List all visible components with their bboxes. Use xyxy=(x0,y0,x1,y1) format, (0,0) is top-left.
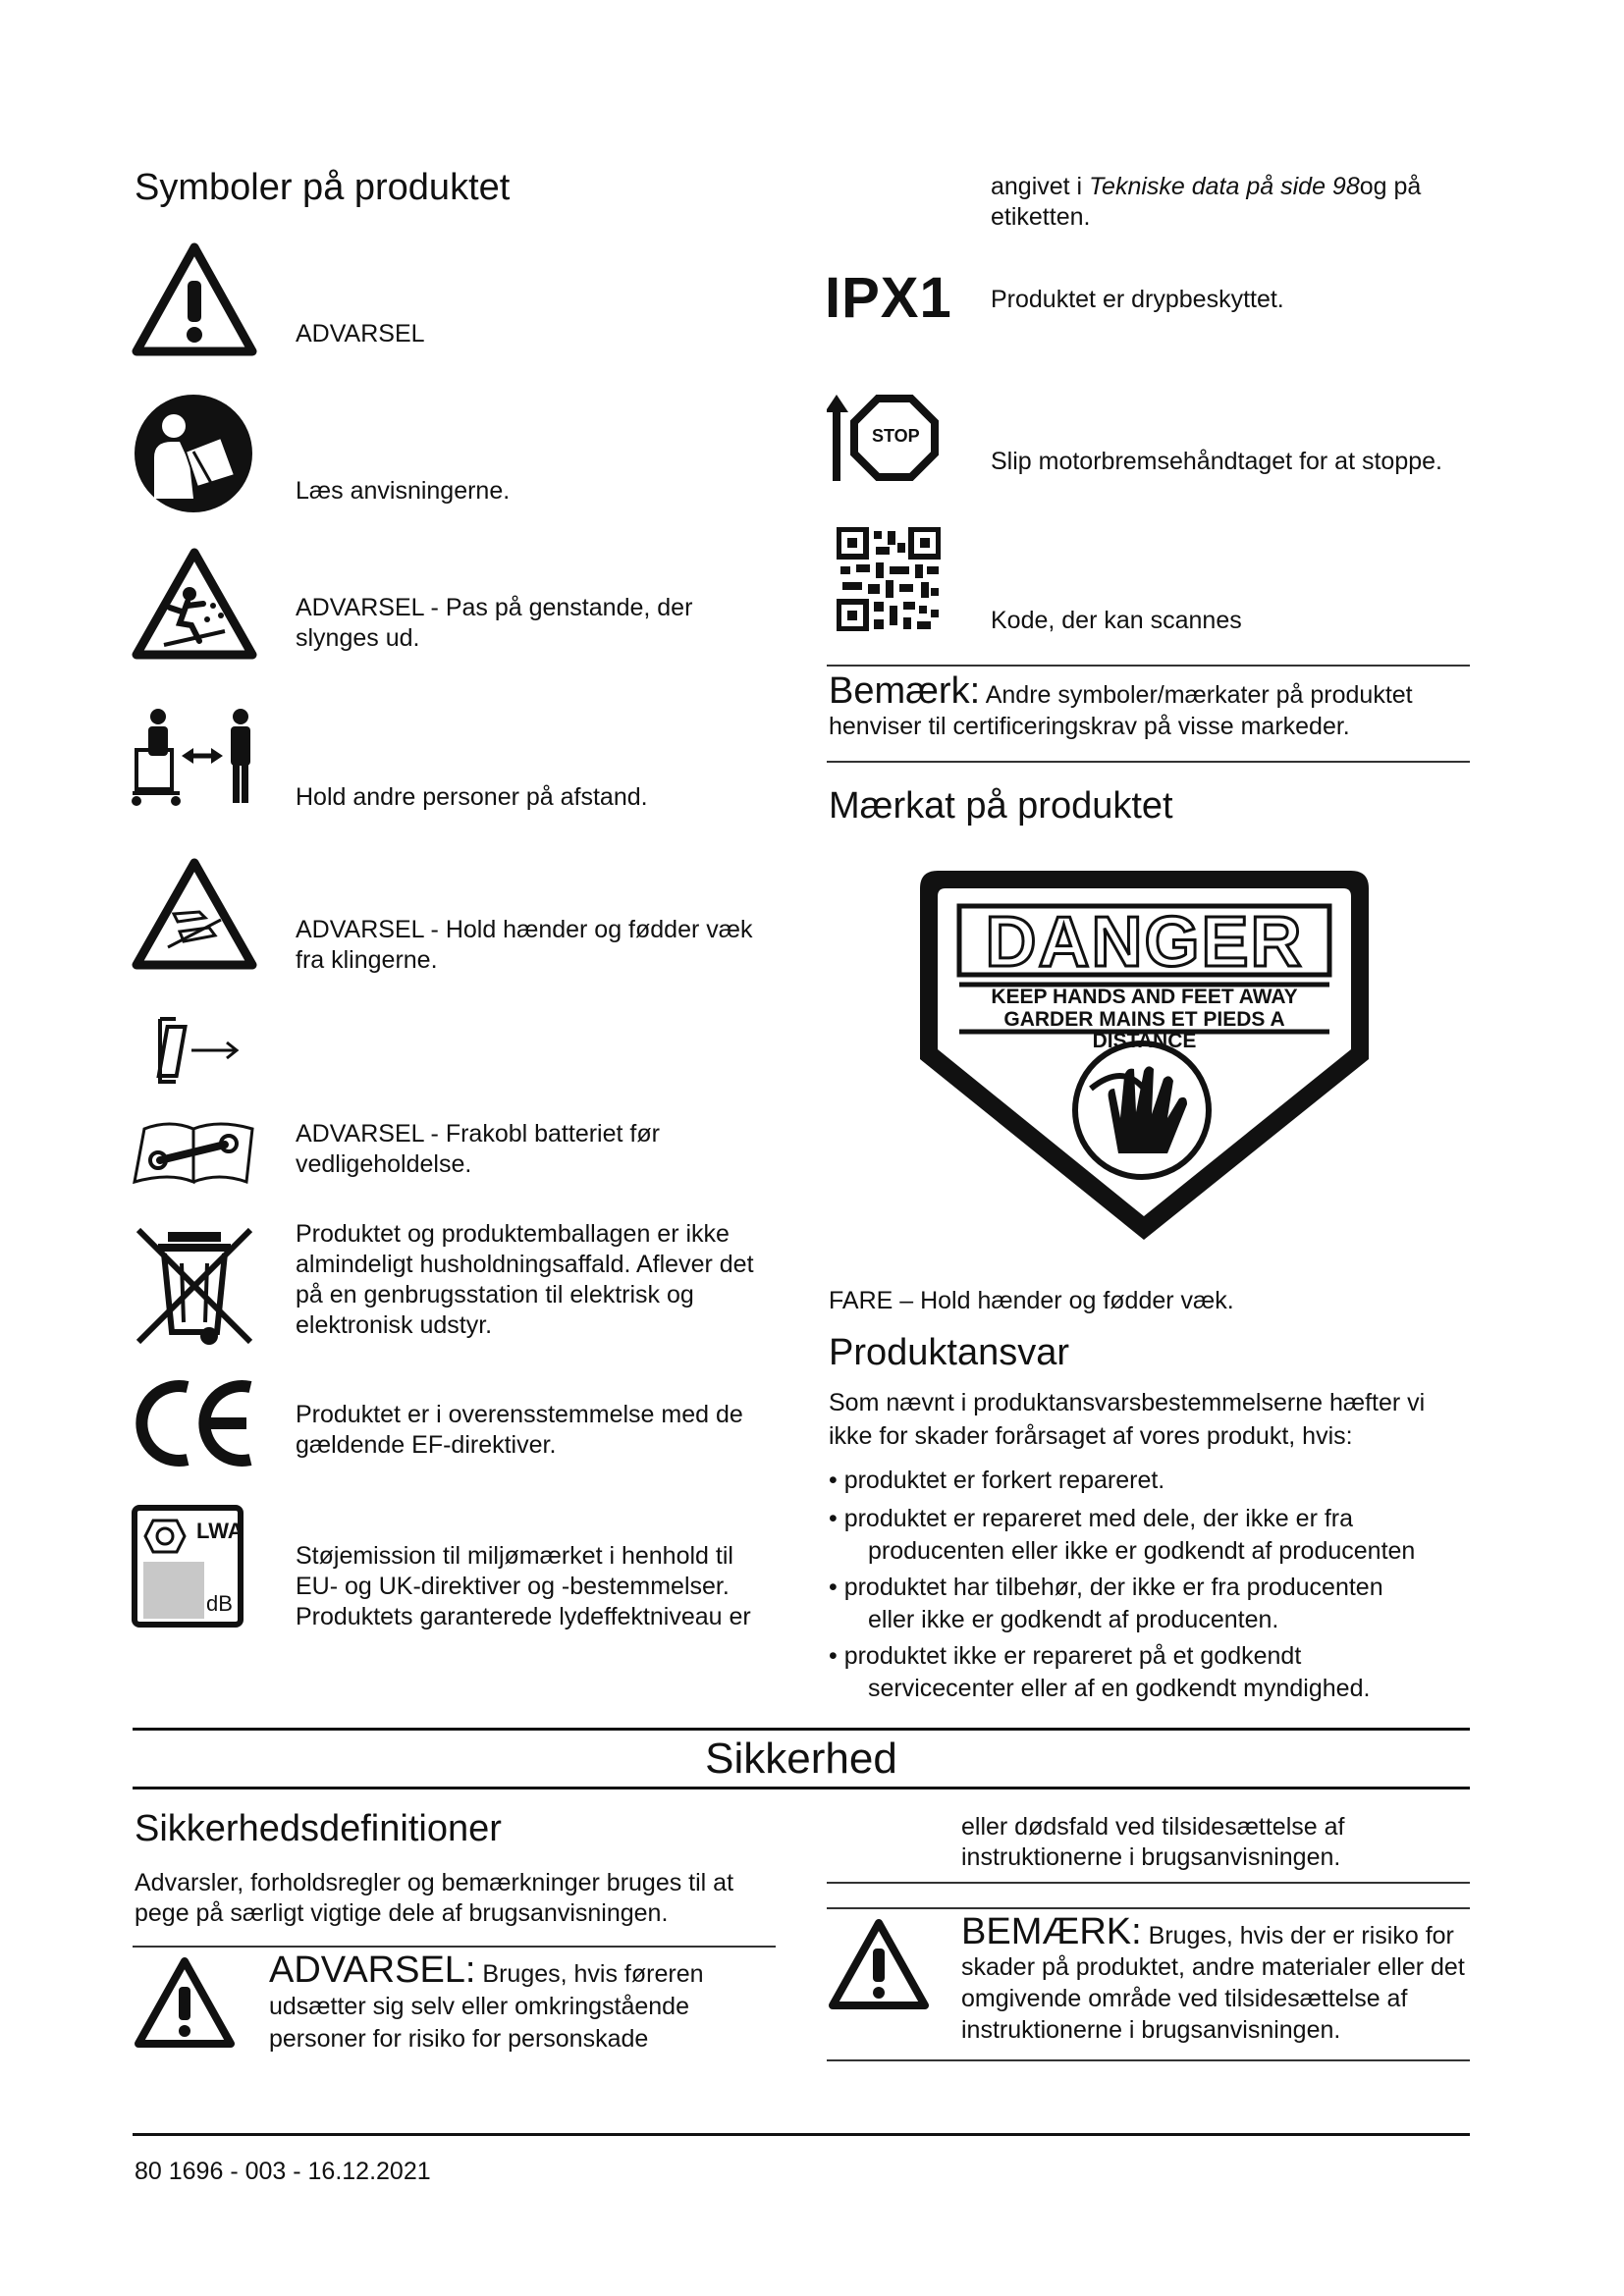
liability-item xyxy=(829,1640,1477,1705)
liability-item-text: • produktet ikke er repareret på et godkendt xyxy=(829,1642,1302,1670)
danger-label-icon xyxy=(916,867,1373,1245)
notice-box-bottom-rule xyxy=(827,2059,1470,2061)
liability-item-text: • produktet har tilbehør, der ikke er fra producenten xyxy=(829,1574,1383,1601)
noise-label-lwa: LWA xyxy=(196,1519,244,1543)
disconnect-battery-icon xyxy=(131,1013,258,1188)
note-top-rule xyxy=(827,665,1470,667)
notice-text: Bruges, hvis der er risiko for skader på produktet, andre materialer eller det omgivende område ved tilsidesættelse af instruktionerne i brugsanvisningen. xyxy=(961,1922,1465,2044)
continuation-after: og på etiketten. xyxy=(991,173,1422,231)
symbol-text-warning: ADVARSEL xyxy=(296,320,425,347)
symbol-text-qr: Kode, der kan scannes xyxy=(991,607,1242,634)
continuation-before: angivet i xyxy=(991,173,1090,200)
liability-item-text: • produktet er forkert repareret. xyxy=(829,1467,1165,1494)
symbol-text-noise: Støjemission til miljømærket i henhold til EU- og UK-direktiver og -bestemmelser. Produktets garanterede lydeffektniveau er xyxy=(296,1542,751,1630)
symbol-text-waste: Produktet og produktemballagen er ikke almindeligt husholdningsaffald. Aflever det på en genbrugsstation til elektrisk og elektronisk udstyr. xyxy=(296,1220,754,1339)
symbol-text-keep-distance: Hold andre personer på afstand. xyxy=(296,783,648,811)
notice-box-triangle-icon xyxy=(827,1917,931,2011)
liability-item-continuation: servicecenter eller af en godkendt myndighed. xyxy=(868,1675,1371,1702)
symbol-text-hands-feet: ADVARSEL - Hold hænder og fødder væk fra klingerne. xyxy=(296,916,753,974)
symbol-text-disconnect-battery: ADVARSEL - Frakobl batteriet før vedligeholdelse. xyxy=(296,1120,660,1178)
qr-code-icon[interactable] xyxy=(837,527,941,631)
crossed-bin-icon xyxy=(133,1222,256,1348)
liability-item-continuation: eller ikke er godkendt af producenten. xyxy=(868,1606,1279,1633)
liability-list xyxy=(829,1465,1477,1705)
stop-label: STOP xyxy=(872,426,920,446)
liability-item xyxy=(829,1503,1477,1568)
footer-rule xyxy=(133,2133,1470,2136)
read-manual-icon xyxy=(133,393,254,514)
warning-triangle-icon xyxy=(131,241,258,357)
notice-box-text xyxy=(961,1911,1472,2046)
noise-emission-label-icon xyxy=(132,1505,244,1628)
symbols-section-title: Symboler på produktet xyxy=(135,167,511,208)
warning-label: ADVARSEL: xyxy=(269,1949,476,1991)
danger-caption: FARE – Hold hænder og fødder væk. xyxy=(829,1287,1234,1314)
definitions-title: Sikkerhedsdefinitioner xyxy=(135,1808,502,1849)
danger-line-2: GARDER MAINS ET PIEDS A DISTANCE xyxy=(1003,1008,1285,1052)
definitions-intro: Advarsler, forholdsregler og bemærkninger bruges til at pege på særligt vigtige dele af brugsanvisningen. xyxy=(135,1869,734,1927)
danger-line-1: KEEP HANDS AND FEET AWAY xyxy=(991,986,1298,1008)
label-section-title: Mærkat på produktet xyxy=(829,785,1173,827)
safety-bottom-rule xyxy=(133,1787,1470,1789)
liability-item xyxy=(829,1465,1477,1497)
liability-intro: Som nævnt i produktansvarsbestemmelserne hæfter vi ikke for skader forårsaget af vores produkt, hvis: xyxy=(829,1389,1426,1450)
ipx1-icon: IPX1 xyxy=(825,266,952,330)
safety-top-rule xyxy=(133,1728,1470,1731)
warning-box-end-rule xyxy=(827,1882,1470,1884)
noise-label-db: dB xyxy=(206,1591,233,1616)
liability-item-continuation: producenten eller ikke er godkendt af producenten xyxy=(868,1537,1416,1565)
keep-distance-icon xyxy=(129,707,262,809)
note-text: Andre symboler/mærkater på produktet henviser til certificeringskrav på visse markeder. xyxy=(829,681,1413,740)
note-box xyxy=(829,670,1467,742)
tech-data-link[interactable]: Tekniske data på side 98 xyxy=(1089,173,1360,200)
safety-title: Sikkerhed xyxy=(705,1735,897,1783)
symbol-text-ipx1: Produktet er drypbeskyttet. xyxy=(991,286,1284,313)
danger-heading: DANGER xyxy=(985,903,1304,982)
warning-box-text xyxy=(269,1949,760,2056)
continuation-text xyxy=(991,172,1472,233)
symbol-text-thrown-objects: ADVARSEL - Pas på genstande, der slynges ud. xyxy=(296,594,693,652)
warning-box-top-rule xyxy=(133,1946,776,1948)
warning-box-triangle-icon xyxy=(133,1955,237,2050)
warning-text-1: Bruges, hvis føreren udsætter sig selv eller omkringstående personer for risiko for personskade xyxy=(269,1960,704,2053)
symbol-text-ce: Produktet er i overensstemmelse med de gældende EF-direktiver. xyxy=(296,1401,743,1459)
notice-box-top-rule xyxy=(827,1907,1470,1909)
ce-mark-icon xyxy=(131,1379,258,1468)
note-bottom-rule xyxy=(827,761,1470,763)
warning-text-continued: eller dødsfald ved tilsidesættelse af instruktionerne i brugsanvisningen. xyxy=(961,1813,1345,1871)
liability-item xyxy=(829,1572,1477,1636)
stop-lever-icon xyxy=(827,393,948,483)
liability-title: Produktansvar xyxy=(829,1332,1070,1373)
noise-label-value-box xyxy=(143,1562,204,1619)
thrown-objects-warning-icon xyxy=(131,547,258,660)
note-label: Bemærk: xyxy=(829,670,981,712)
hands-feet-warning-icon xyxy=(131,857,258,970)
footer-doc-id: 80 1696 - 003 - 16.12.2021 xyxy=(135,2158,431,2185)
liability-item-text: • produktet er repareret med dele, der ikke er fra xyxy=(829,1505,1354,1532)
notice-label: BEMÆRK: xyxy=(961,1911,1142,1952)
symbol-text-read-manual: Læs anvisningerne. xyxy=(296,477,511,505)
symbol-text-stop: Slip motorbremsehåndtaget for at stoppe. xyxy=(991,448,1442,475)
